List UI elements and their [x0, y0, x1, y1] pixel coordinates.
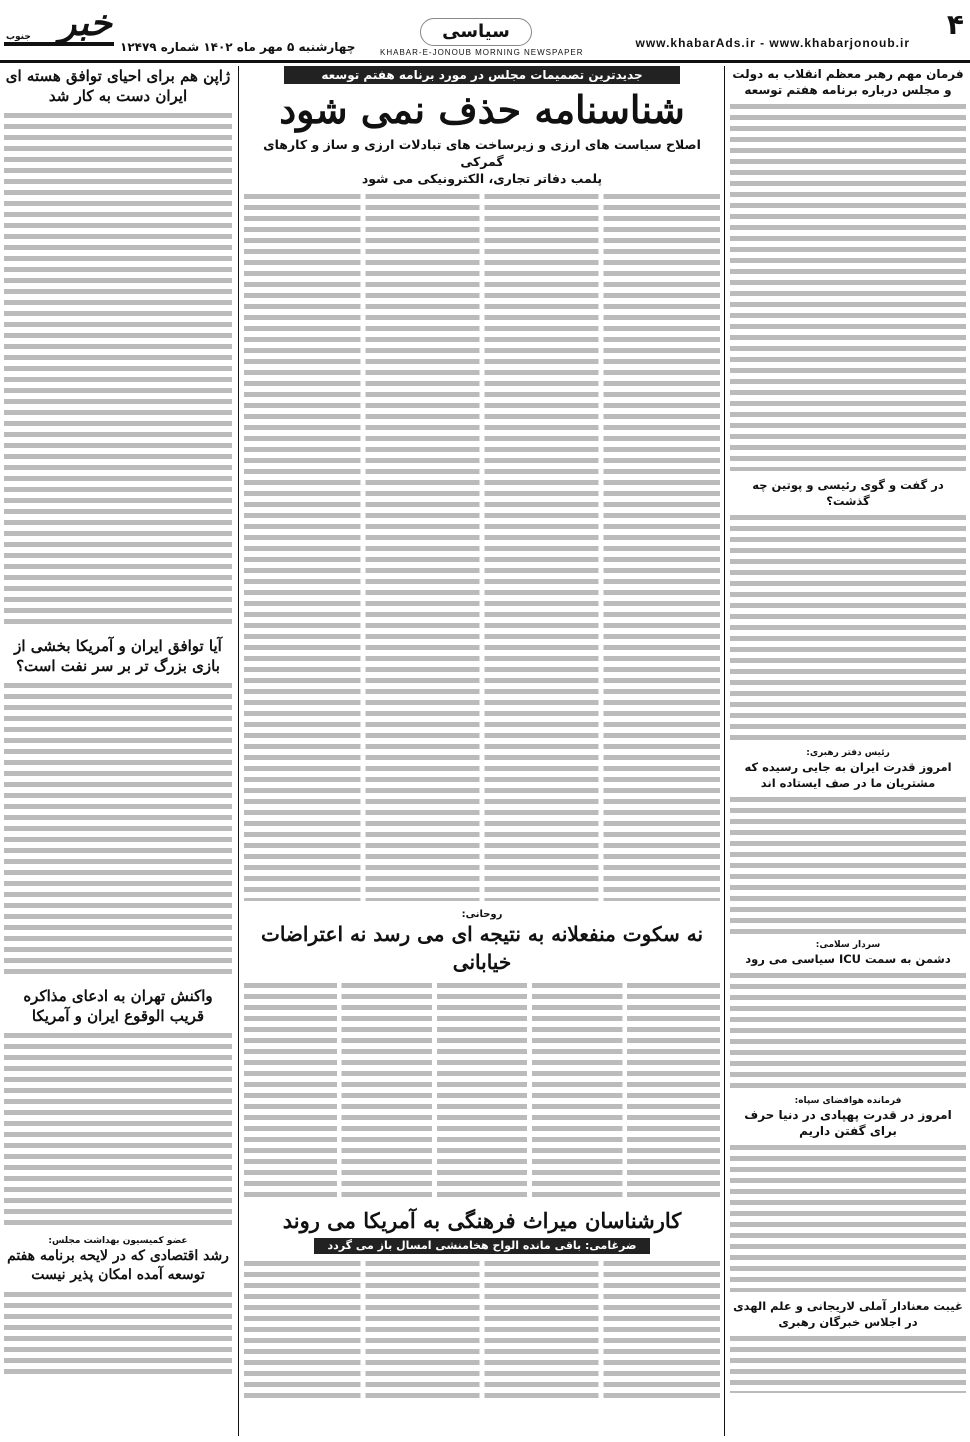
body-text: [730, 970, 966, 1090]
main-subhead-2: پلمب دفاتر تجاری، الکترونیکی می شود: [361, 171, 603, 186]
left-headline-1: ژاپن هم برای احیای توافق هسته ای ایران دست به کار شد: [5, 67, 231, 105]
column-rule-left: [238, 66, 239, 1436]
right-kicker-5: فرمانده هوافضای سپاه:: [794, 1096, 902, 1106]
left-headline-4: رشد اقتصادی که در لایحه برنامه هفتم توسعه آمده امکان پذیر نیست: [7, 1248, 229, 1283]
left-headline-2: آیا توافق ایران و آمریکا بخشی از بازی بزرگ تر بر سر نفت است؟: [14, 637, 222, 675]
body-text: [4, 680, 232, 980]
body-text: [4, 1289, 232, 1379]
website-urls: www.khabarAds.ir - www.khabarjonoub.ir: [635, 36, 910, 50]
bottom-headline: کارشناسان میراث فرهنگی به آمریکا می روند: [282, 1208, 682, 1233]
right-headline-2: در گفت و گوی رئیسی و پوتین چه گذشت؟: [752, 478, 944, 508]
page-number: ۴: [946, 8, 964, 41]
mid-kicker: روحانی:: [461, 909, 503, 920]
main-subhead-1: اصلاح سیاست های ارزی و زیرساخت های تبادلات ارزی و ساز و کارهای گمرکی: [263, 137, 701, 169]
body-text: [730, 1142, 966, 1292]
logo-text: خبر: [59, 2, 112, 44]
right-headline-3: امروز قدرت ایران به جایی رسیده که مشتریان ما در صف ایستاده اند: [744, 760, 952, 790]
body-text: [730, 1333, 966, 1393]
section-label: سیاسی: [420, 18, 532, 46]
column-rule-right: [724, 66, 725, 1436]
bottom-body-text: [244, 1258, 720, 1398]
main-headline: شناسنامه حذف نمی شود: [279, 87, 685, 132]
main-column: [244, 66, 720, 1436]
right-headline-1: فرمان مهم رهبر معظم انقلاب به دولت و مجلس درباره برنامه هفتم توسعه: [732, 67, 964, 97]
right-kicker-4: سردار سلامی:: [815, 940, 881, 950]
body-text: [4, 1030, 232, 1230]
newspaper-logo: [4, 4, 114, 54]
left-kicker-4: عضو کمیسیون بهداشت مجلس:: [48, 1236, 188, 1246]
english-name: KHABAR-E-JONOUB MORNING NEWSPAPER: [380, 48, 584, 57]
body-text: [730, 101, 966, 471]
body-text: [4, 110, 232, 630]
right-kicker-3: رئیس دفتر رهبری:: [806, 748, 890, 758]
mid-body-text: [244, 980, 720, 1200]
body-text: [730, 794, 966, 934]
masthead: [0, 0, 970, 63]
body-text: [730, 512, 966, 742]
date-issue: چهارشنبه ۵ مهر ماه ۱۴۰۲ شماره ۱۲۴۷۹: [120, 40, 356, 54]
bottom-kicker: ضرغامی: باقی مانده الواح هخامنشی امسال باز می گردد: [314, 1238, 650, 1254]
right-headline-5: امروز در قدرت پهپادی در دنیا حرف برای گفتن داریم: [744, 1108, 952, 1138]
mid-headline: نه سکوت منفعلانه به نتیجه ای می رسد نه اعتراضات خیابانی: [260, 922, 704, 974]
left-column: [4, 66, 232, 1436]
main-body-text: [244, 191, 720, 901]
right-column: [730, 66, 966, 1436]
logo-sub: جنوب: [6, 32, 31, 42]
right-headline-6: غیبت معنادار آملی لاریجانی و علم الهدی در اجلاس خبرگان رهبری: [733, 1299, 963, 1329]
right-headline-4: دشمن به سمت ICU سیاسی می رود: [745, 952, 951, 966]
main-kicker: جدیدترین تصمیمات مجلس در مورد برنامه هفتم توسعه: [284, 66, 680, 84]
left-headline-3: واکنش تهران به ادعای مذاکره قریب الوقوع ایران و آمریکا: [23, 987, 213, 1025]
